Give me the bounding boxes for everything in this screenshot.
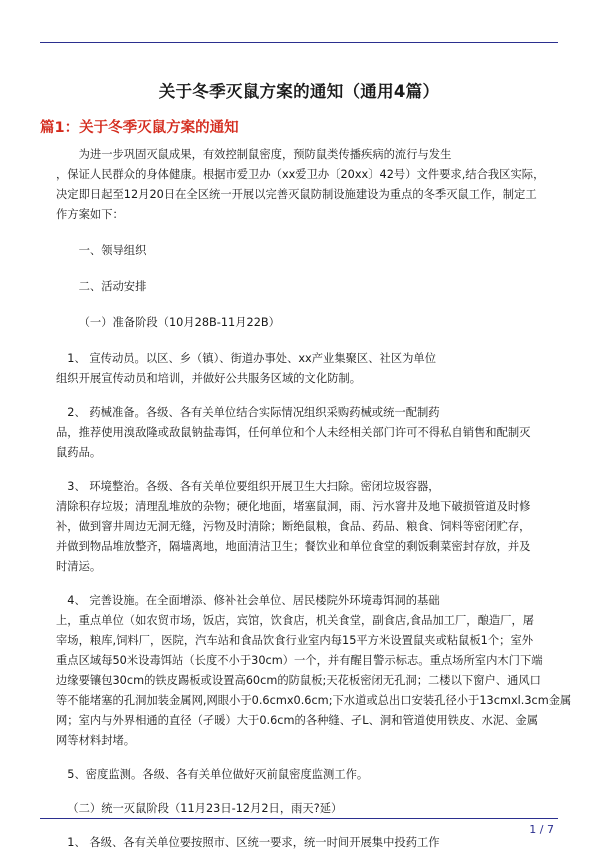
text-line: 补，做到窨井周边无洞无缝，污物及时清除；断绝鼠粮，食品、药品、粮食、饲料等密闭贮存， <box>56 520 531 533</box>
intro-paragraph <box>56 145 556 225</box>
text-line: （二）统一灭鼠阶段（11月23日-12月2日，雨天?延） <box>67 802 343 815</box>
document-title: 关于冬季灭鼠方案的通知（通用4篇） <box>158 82 440 101</box>
phase-unified <box>56 799 556 819</box>
text-line: 并做到物品堆放整齐，隔墙离地，地面清洁卫生；餐饮业和单位食堂的剩饭剩菜密封存放，并及 <box>56 540 531 553</box>
text-line: 1、 各级、各有关单位要按照市、区统一要求，统一时间开展集中投药工作 <box>67 836 440 849</box>
section-heading: 篇1：关于冬季灭鼠方案的通知 <box>40 120 239 136</box>
text-line: 2、 药械准备。各级、各有关单位结合实际情况组织采购药械或统一配制药 <box>67 406 440 419</box>
item-monitoring <box>56 765 556 785</box>
text-line: 品，推荐使用溴敌隆或敌鼠钠盐毒饵，任何单位和个人未经相关部门许可不得私自销售和配制灭 <box>56 426 531 439</box>
text-line: 组织开展宣传动员和培训，并做好公共服务区域的文化防制。 <box>56 372 362 385</box>
phase-preparation: （一）准备阶段（10月28B-11月22B） <box>78 316 280 329</box>
item-publicity <box>56 349 556 389</box>
text-line: 边缘要镶包30cm的铁皮踢板或设置高60cm的防鼠板;天花板密闭无孔洞；二楼以下窗户、通风口 <box>56 674 541 687</box>
text-line: 鼠药品。 <box>56 446 102 459</box>
text-line: 为进一步巩固灭鼠成果，有效控制鼠密度，预防鼠类传播疾病的流行与发生 <box>78 148 452 161</box>
text-line: 宰场，粮库,饲料厂，医院，汽车站和食品饮食行业室内每15平方米设置鼠夹或粘鼠板1个；室外 <box>56 634 534 647</box>
page-number: 1 / 7 <box>529 823 554 836</box>
text-line: 清除积存垃圾；清理乱堆放的杂物；硬化地面，堵塞鼠洞，雨、污水窨井及地下破损管道及时修 <box>56 500 531 513</box>
text-line: 等不能堵塞的孔洞加装金属网,网眼小于0.6cmx0.6cm;下水道或总出口安装孔径小于13cmxl.3cm金属 <box>56 694 572 707</box>
heading-activities: 二、活动安排 <box>78 280 147 293</box>
text-line: 网等材料封堵。 <box>56 734 136 747</box>
text-line: 作方案如下： <box>56 208 124 221</box>
bottom-rule <box>40 818 558 819</box>
text-line: 上，重点单位（如农贸市场，饭店，宾馆，饮食店，机关食堂，副食店,食品加工厂，酿造厂，屠 <box>56 614 535 627</box>
text-line: 网；室内与外界相通的直径（孑暖）大于0.6cm的各种缝、孑L、洞和管道使用铁皮、水泥、金属 <box>56 714 539 727</box>
text-line: 5、密度监测。各级、各有关单位做好灭前鼠密度监测工作。 <box>67 768 369 781</box>
document-body <box>56 145 572 853</box>
text-line: 3、 环境整治。各级、各有关单位要组织开展卫生大扫除。密闭垃圾容器， <box>67 480 440 493</box>
item-environment <box>56 477 556 577</box>
heading-leadership: 一、领导组织 <box>78 244 147 257</box>
text-line: 1、 宣传动员。以区、乡（镇）、街道办事处、xx产业集聚区、社区为单位 <box>67 352 437 365</box>
item-facilities <box>56 591 572 751</box>
text-line: 4、 完善设施。在全面增添、修补社会单位、居民楼院外环境毒饵洞的基础 <box>67 594 440 607</box>
text-line: 重点区域每50米设毒饵站（长度不小于30cm）一个，并有醒目警示标志。重点场所室内木门下端 <box>56 654 543 667</box>
item-medicine <box>56 403 556 463</box>
text-line: 时清运。 <box>56 560 102 573</box>
top-rule <box>40 42 558 43</box>
text-line: ，保证人民群众的身体健康。根据市爱卫办（xx爱卫办〔20xx〕42号）文件要求,结合我区实际， <box>56 168 545 181</box>
item-dosing <box>56 833 556 853</box>
text-line: 决定即日起至12月20日在全区统一开展以完善灭鼠防制设施建设为重点的冬季灭鼠工作，制定工 <box>56 188 537 201</box>
